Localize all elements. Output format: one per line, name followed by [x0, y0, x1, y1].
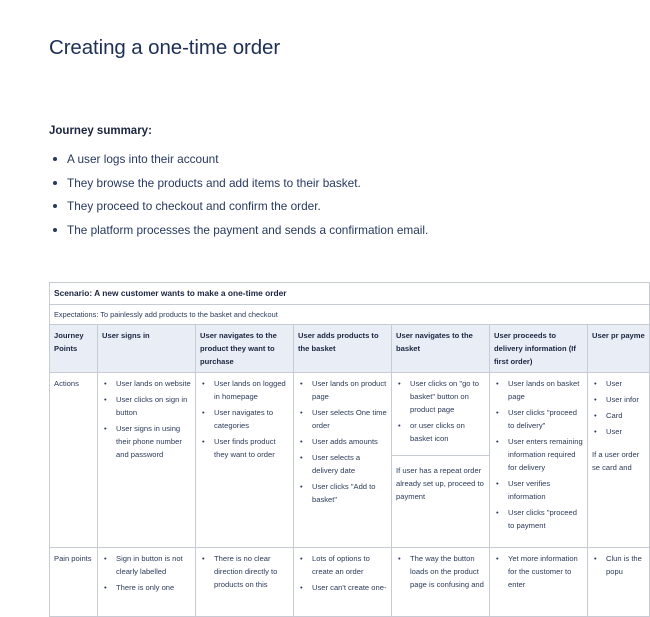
- summary-item: A user logs into their account: [49, 151, 428, 175]
- cell-item: • User clicks on sign in button: [102, 393, 191, 419]
- pain-points-label: Pain points: [50, 548, 98, 617]
- pain-cell: [490, 548, 588, 617]
- cell-item: • Clun is the popu: [592, 552, 645, 578]
- cell-note: If user has a repeat order already set up, proceed to payment: [392, 455, 489, 503]
- column-header: User pr payme: [588, 325, 650, 373]
- pain-cell: [98, 548, 196, 617]
- actions-cell: [294, 373, 392, 548]
- cell-item: • The way the button loads on the product page is confusing and: [396, 552, 485, 591]
- column-header: User proceeds to delivery information (If first order): [490, 325, 588, 373]
- cell-item: • User lands on website: [102, 377, 191, 390]
- page-title: Creating a one-time order: [49, 36, 281, 59]
- column-header: User navigates to the product they want to purchase: [196, 325, 294, 373]
- cell-item: • User lands on basket page: [494, 377, 583, 403]
- cell-item: • User selects One time order: [298, 406, 387, 432]
- summary-item: The platform processes the payment and sends a confirmation email.: [49, 222, 428, 246]
- cell-item: • Lots of options to create an order: [298, 552, 387, 578]
- journey-points-header: Journey Points: [50, 325, 98, 373]
- table-header-row: [50, 325, 650, 373]
- cell-item: • User clicks "proceed to payment: [494, 506, 583, 532]
- column-header: User adds products to the basket: [294, 325, 392, 373]
- cell-item: • Yet more information for the customer to enter: [494, 552, 583, 591]
- cell-item: • Card: [592, 409, 645, 422]
- pain-cell: [294, 548, 392, 617]
- actions-cell: [588, 373, 650, 548]
- cell-item: • User enters remaining information required for delivery: [494, 435, 583, 474]
- journey-summary-list: [49, 151, 428, 246]
- cell-item: • User selects a delivery date: [298, 451, 387, 477]
- actions-label: Actions: [50, 373, 98, 548]
- cell-item: • User lands on product page: [298, 377, 387, 403]
- actions-cell: [196, 373, 294, 548]
- cell-item: • User adds amounts: [298, 435, 387, 448]
- actions-cell: [98, 373, 196, 548]
- table-row-pain-points: [50, 548, 650, 617]
- cell-item: • User clicks on "go to basket" button on product page: [396, 377, 485, 416]
- journey-table: [49, 282, 650, 617]
- cell-item: • or user clicks on basket icon: [396, 419, 485, 445]
- cell-item: • User: [592, 425, 645, 438]
- pain-cell: [196, 548, 294, 617]
- journey-summary-heading: Journey summary:: [49, 125, 152, 137]
- cell-item: • User finds product they want to order: [200, 435, 289, 461]
- cell-note: If a user order se card and: [592, 450, 640, 472]
- cell-item: • There is only one: [102, 581, 191, 594]
- column-header: User signs in: [98, 325, 196, 373]
- cell-item: • User: [592, 377, 645, 390]
- cell-item: • User infor: [592, 393, 645, 406]
- table-row-actions: [50, 373, 650, 548]
- actions-cell: [490, 373, 588, 548]
- cell-item: • User lands on logged in homepage: [200, 377, 289, 403]
- cell-item: • User signs in using their phone number and password: [102, 422, 191, 461]
- scenario-title: Scenario: A new customer wants to make a one-time order: [50, 283, 650, 305]
- cell-item: • User navigates to categories: [200, 406, 289, 432]
- cell-item: • User clicks "Add to basket": [298, 480, 387, 506]
- pain-cell: [588, 548, 650, 617]
- expectations-text: Expectations: To painlessly add products to the basket and checkout: [50, 305, 650, 325]
- summary-item: They proceed to checkout and confirm the order.: [49, 198, 428, 222]
- actions-cell: [392, 373, 490, 548]
- cell-item: • User can't create one-: [298, 581, 387, 594]
- cell-item: • User verifies information: [494, 477, 583, 503]
- cell-item: • Sign in button is not clearly labelled: [102, 552, 191, 578]
- pain-cell: [392, 548, 490, 617]
- summary-item: They browse the products and add items to their basket.: [49, 175, 428, 199]
- cell-item: • There is no clear direction directly to products on this: [200, 552, 289, 591]
- cell-item: • User clicks "proceed to delivery": [494, 406, 583, 432]
- column-header: User navigates to the basket: [392, 325, 490, 373]
